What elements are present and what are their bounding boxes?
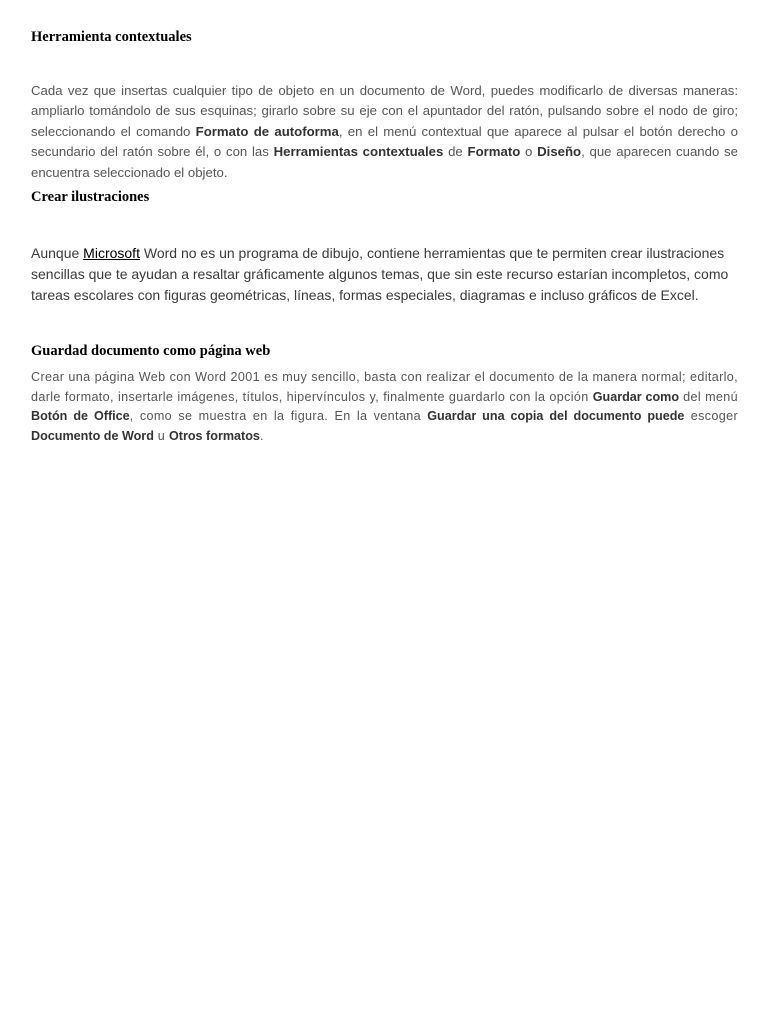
text-run: Crear una página Web con Word 2001 es muy sencillo, basta con realizar el documento de la manera normal; editarlo, darle formato, insertarle imágenes, títulos, hipervínculos y, finalmente guardarlo con la opción bbox=[31, 370, 738, 404]
paragraph-crear-ilustraciones bbox=[31, 243, 738, 306]
text-run: u bbox=[153, 428, 169, 443]
bold-herramientas-contextuales: Herramientas contextuales bbox=[273, 144, 444, 160]
text-run: de bbox=[443, 144, 468, 160]
heading-guardad-documento: Guardad documento como página web bbox=[31, 343, 271, 359]
bold-boton-de-office: Botón de Office bbox=[31, 409, 130, 423]
text-run: o bbox=[520, 144, 538, 160]
text-run: escoger bbox=[684, 409, 738, 423]
text-run: Word no es un programa de dibujo, contiene herramientas que te permiten crear ilustraciones sencillas que te ayudan a resaltar gráficamente algunos temas, que sin este recurso estarían incompletos, como tareas escolares con figuras geométricas, líneas, formas especiales, diagramas e incluso gráficos de Excel. bbox=[31, 245, 729, 303]
microsoft-link[interactable]: Microsoft bbox=[83, 245, 140, 261]
text-run: del menú bbox=[679, 389, 738, 404]
text-run: Aunque bbox=[31, 245, 84, 261]
text-run: , como se muestra en la figura. En la ventana bbox=[129, 409, 428, 423]
bold-otros-formatos: Otros formatos bbox=[168, 428, 260, 443]
heading-herramienta-contextuales: Herramienta contextuales bbox=[31, 29, 192, 45]
text-run: , en el menú contextual que aparece al pulsar el botón derecho o secundario del ratón sobre él, o con las bbox=[31, 123, 739, 160]
bold-documento-de-word: Documento de Word bbox=[31, 428, 154, 443]
bold-formato: Formato bbox=[467, 144, 521, 160]
text-run: , que aparecen cuando se encuentra seleccionado el objeto. bbox=[31, 144, 738, 180]
paragraph-guardad-documento bbox=[31, 368, 738, 446]
bold-diseno: Diseño bbox=[537, 144, 582, 160]
bold-guardar-como: Guardar como bbox=[592, 389, 680, 404]
bold-formato-de-autoforma: Formato de autoforma bbox=[195, 123, 339, 139]
text-run: Cada vez que insertas cualquier tipo de objeto en un documento de Word, puedes modificarlo de diversas maneras: ampliarlo tomándolo de sus esquinas; girarlo sobre su eje con el apuntador del ratón, pulsando sobre el nodo de giro; seleccionando el comando bbox=[31, 83, 738, 139]
text-run: . bbox=[259, 428, 264, 443]
bold-guardar-una-copia: Guardar una copia del documento puede bbox=[427, 409, 685, 423]
paragraph-herramienta-contextuales bbox=[31, 81, 738, 183]
heading-crear-ilustraciones: Crear ilustraciones bbox=[31, 189, 150, 205]
